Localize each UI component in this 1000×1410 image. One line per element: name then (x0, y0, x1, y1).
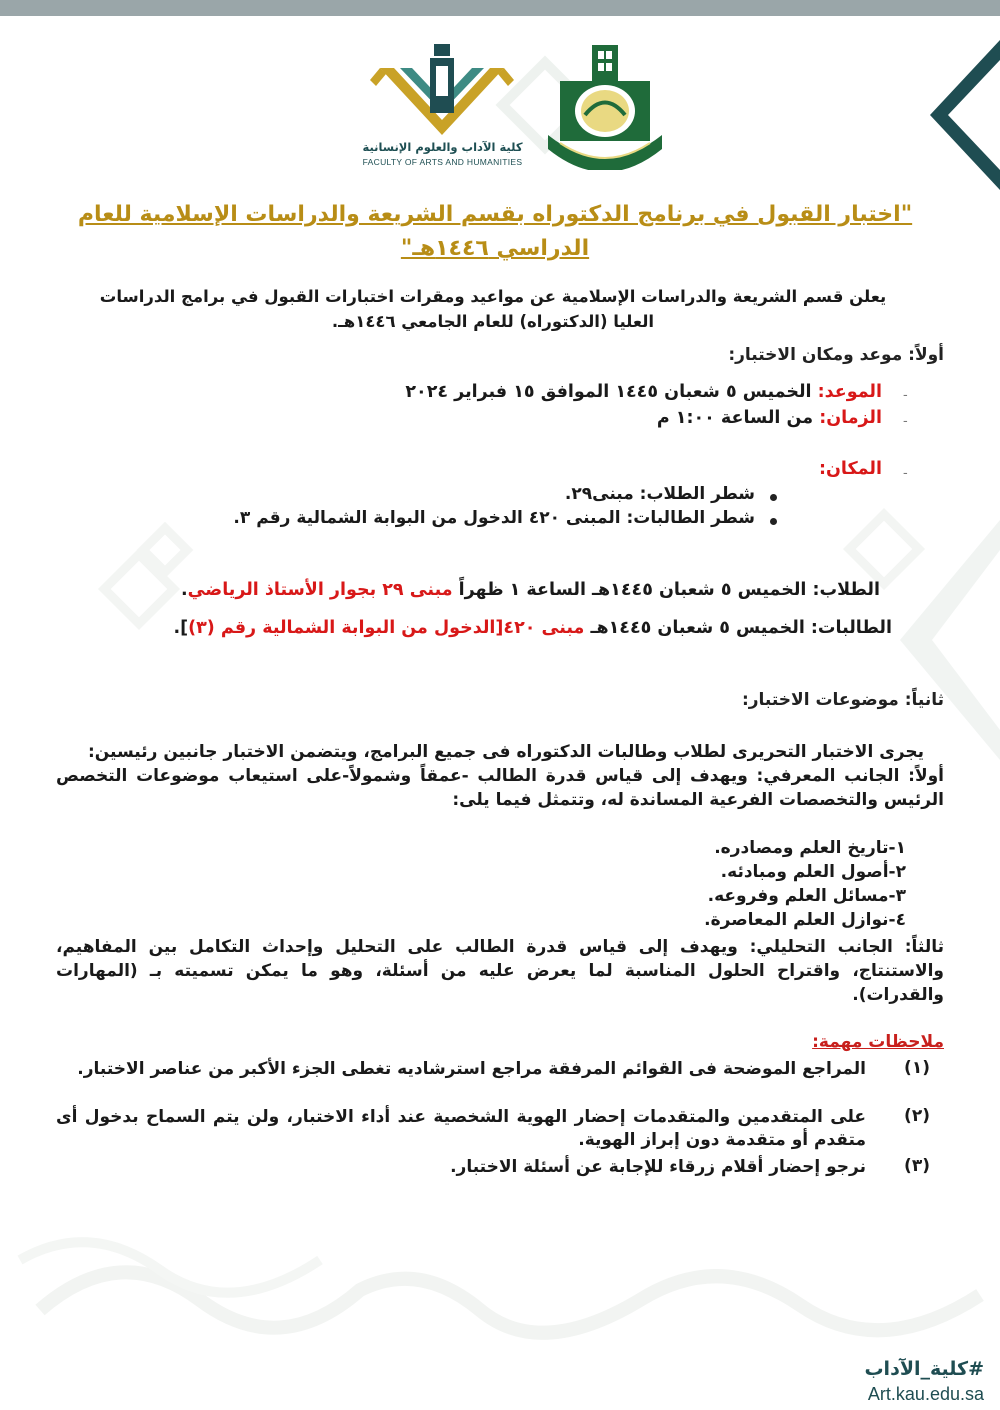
note-item: على المتقدمين والمتقدمات إحضار الهوية الشخصية عند أداء الاختبار، ولن يتم السماح بدخول أى متقدم أو متقدمة دون إبراز الهوية. (56, 1107, 866, 1150)
list-dash: - (903, 414, 908, 429)
calligraphy-watermark (0, 1200, 1000, 1350)
footer-url[interactable]: Art.kau.edu.sa (867, 1384, 984, 1404)
university-logo (540, 45, 670, 170)
faculty-name-en: FACULTY OF ARTS AND HUMANITIES (362, 157, 523, 167)
chevron-decoration (930, 40, 1000, 190)
footer-hashtag: #كلية_الآداب (864, 1358, 984, 1380)
time-value: من الساعة ١:٠٠ م (656, 408, 814, 428)
faculty-name-ar: كلية الآداب والعلوم الإنسانية (362, 140, 523, 154)
section2-body (56, 740, 944, 812)
place-female: شطر الطالبات: المبنى ٤٢٠ الدخول من البوابة الشمالية رقم ٣. (233, 508, 755, 528)
top-bar (0, 0, 1000, 16)
list-item: ٤-نوازل العلم المعاصرة. (704, 910, 906, 930)
faculty-logo (350, 40, 525, 172)
male-schedule-text: الطلاب: الخميس ٥ شعبان ١٤٤٥هـ الساعة ١ ظهراً (458, 580, 880, 600)
section1-heading: أولاً: موعد ومكان الاختبار: (728, 345, 944, 365)
exam-time (657, 408, 882, 428)
list-item: ٣-مسائل العلم وفروعه. (707, 886, 906, 906)
date-value: الخميس ٥ شعبان ١٤٤٥ الموافق ١٥ فبراير ٢٠٢٤ (405, 382, 812, 402)
paragraph-analytical: ثالثاً: الجانب التحليلي: ويهدف إلى قياس قدرة الطالب على التحليل وإحداث التكامل بين المفاهيم، والاستنتاج، واقتراح الحلول المناسبة لما يعرض عليه من أسئلة، وهو ما يمكن تسميته بـ (المهارات والقدرات). (56, 937, 944, 1005)
female-schedule-end: ]. (173, 618, 189, 638)
logos (340, 40, 660, 175)
female-schedule-place: مبنى ٤٢٠[الدخول من البوابة الشمالية رقم (٣) (188, 618, 585, 638)
place-label: المكان: (819, 459, 882, 479)
list-item: ٢-أصول العلم ومبادئه. (720, 862, 906, 882)
time-label: الزمان: (819, 408, 882, 428)
note-number: (١) (904, 1058, 930, 1078)
list-item: ١-تاريخ العلم ومصادره. (714, 838, 906, 858)
male-schedule-end: . (180, 580, 188, 600)
list-dash: - (903, 466, 908, 481)
place-male: شطر الطلاب: مبنى٢٩. (564, 484, 755, 504)
female-schedule (173, 618, 892, 638)
note-number: (٢) (904, 1106, 930, 1126)
note-number: (٣) (904, 1156, 930, 1176)
bullet-icon (770, 494, 777, 501)
intro-paragraph: يعلن قسم الشريعة والدراسات الإسلامية عن مواعيد ومقرات اختبارات القبول في برامج الدراسات العليا (الدكتوراه) للعام الجامعي ١٤٤٦هـ. (99, 287, 887, 331)
male-schedule (181, 580, 880, 600)
page-title: "اختبار القبول في برنامج الدكتوراه بقسم الشريعة والدراسات الإسلامية للعام الدراسي ١٤٤٦هـ" (77, 202, 913, 261)
notes-heading: ملاحظات مهمة: (812, 1032, 944, 1052)
paragraph-cognitive: أولاً: الجانب المعرفي: ويهدف إلى قياس قدرة الطالب -عمقاً وشمولاً-على استيعاب موضوعات التخصص الرئيس والتخصصات الفرعية المساندة له، وتتمثل فيما يلى: (56, 766, 944, 810)
exam-date (405, 382, 882, 402)
paragraph-intro: يجرى الاختبار التحريرى لطلاب وطالبات الدكتوراه فى جميع البرامج، ويتضمن الاختبار جانبين رئيسين: (87, 742, 924, 762)
footer-band (0, 1338, 1000, 1410)
note-item: المراجع الموضحة فى القوائم المرفقة مراجع استرشاديه تغطى الجزء الأكبر من عناصر الاختبار. (77, 1059, 866, 1079)
bullet-icon (770, 518, 777, 525)
date-label: الموعد: (817, 382, 882, 402)
section2-heading: ثانياً: موضوعات الاختبار: (741, 690, 944, 710)
note-item: نرجو إحضار أقلام زرقاء للإجابة عن أسئلة الاختبار. (450, 1157, 866, 1177)
list-dash: - (903, 388, 908, 403)
male-schedule-place: مبنى ٢٩ بجوار الأستاذ الرياضي (187, 580, 453, 600)
female-schedule-text: الطالبات: الخميس ٥ شعبان ١٤٤٥هـ (590, 618, 892, 638)
